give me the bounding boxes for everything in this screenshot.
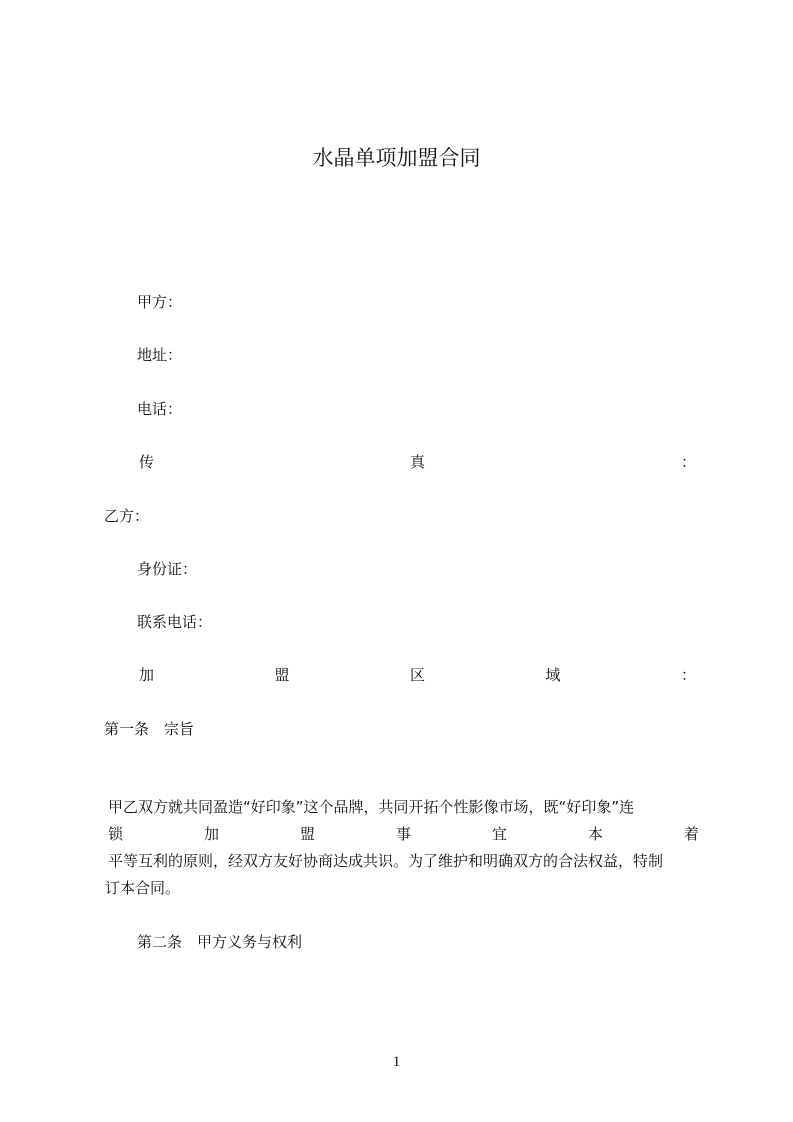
party-b-region-row (139, 665, 696, 685)
article1-char: 锁 (108, 825, 124, 843)
article1-char: 事 (395, 825, 411, 843)
article1-heading: 第一条 宗旨 (104, 720, 195, 738)
page-number: 1 (392, 1054, 401, 1070)
party-b-label: 乙方： (104, 507, 150, 525)
party-b-id-card-label: 身份证： (137, 560, 198, 578)
article1-paragraph-line: 甲乙双方就共同盈造“好印象”这个品牌，共同开拓个性影像市场，既“好印象”连 (108, 798, 635, 816)
party-a-fax-row (139, 452, 696, 472)
region-colon: ： (680, 666, 696, 684)
article1-char: 宜 (491, 825, 507, 843)
region-char: 区 (409, 666, 425, 684)
region-char: 盟 (274, 666, 290, 684)
fax-colon: ： (680, 453, 696, 471)
party-a-address-label: 地址： (137, 346, 183, 364)
document-title: 水晶单项加盟合同 (312, 146, 481, 170)
party-a-phone-label: 电话： (137, 400, 183, 418)
region-char: 域 (545, 666, 561, 684)
region-char: 加 (139, 666, 155, 684)
party-b-contact-phone-label: 联系电话： (137, 613, 213, 631)
article1-char: 本 (587, 825, 603, 843)
fax-char: 传 (139, 453, 155, 471)
article1-char: 加 (203, 825, 219, 843)
party-a-label: 甲方： (137, 293, 183, 311)
article1-char: 盟 (299, 825, 315, 843)
article1-paragraph-line: 平等互利的原则，经双方友好协商达成共识。为了维护和明确双方的合法权益，特制 (108, 852, 664, 870)
fax-char: 真 (409, 453, 425, 471)
article1-char: 着 (683, 825, 699, 843)
article1-paragraph-line: 订本合同。 (105, 879, 181, 897)
article2-heading: 第二条 甲方义务与权利 (137, 933, 303, 951)
article1-justified-line (108, 824, 699, 844)
